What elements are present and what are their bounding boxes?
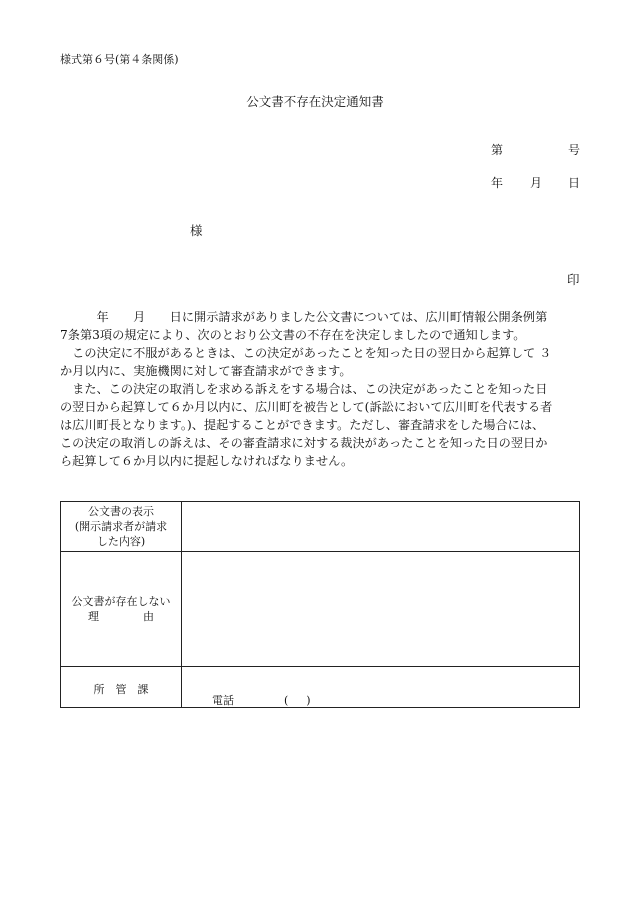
body-line: この決定の取消しの訴えは、その審査請求に対する裁決があったことを知った日の翌日か — [60, 436, 548, 450]
table-row — [61, 552, 580, 667]
table-row — [61, 502, 580, 552]
responsible-section-label: 所 管 課 — [61, 667, 182, 708]
body-line: ら起算して６か月以内に提起しなければなりません。 — [60, 454, 354, 468]
nonexistence-reason-field — [182, 552, 580, 667]
phone-label: 電話 — [212, 694, 234, 707]
date-month: 月 — [530, 176, 543, 190]
phone-paren-open: ( — [284, 694, 289, 707]
reference-number-suffix: 号 — [568, 143, 581, 157]
body-line: 年 月 日に開示請求がありました公文書については、広川町情報公開条例第 — [60, 310, 548, 324]
addressee-honorific: 様 — [190, 223, 203, 238]
body-line: か月以内に、実施機関に対して審査請求ができます。 — [60, 364, 352, 378]
phone-paren-close: ) — [306, 694, 311, 707]
date-day: 日 — [568, 176, 581, 190]
details-table — [60, 501, 580, 708]
document-description-label: 公文書の表示 (開示請求者が請求 した内容) — [61, 502, 182, 552]
body-line: 7条第3項の規定により、次のとおり公文書の不存在を決定しましたので通知します。 — [60, 328, 526, 342]
form-number: 様式第６号(第４条関係) — [60, 53, 179, 66]
nonexistence-reason-label: 公文書が存在しない 理 由 — [61, 552, 182, 667]
document-title: 公文書不存在決定通知書 — [246, 94, 384, 109]
table-row — [61, 667, 580, 708]
date-year: 年 — [491, 176, 504, 190]
phone-line — [212, 692, 311, 708]
seal-mark: 印 — [567, 272, 580, 287]
body-line: この決定に不服があるときは、この決定があったことを知った日の翌日から起算して ３ — [60, 346, 552, 360]
body-line: は広川町長となります。)、提起することができます。ただし、審査請求をした場合には、 — [60, 418, 545, 432]
notice-body — [60, 308, 582, 470]
body-line: の翌日から起算して６か月以内に、広川町を被告として(訴訟において広川町を代表する者 — [60, 400, 553, 414]
body-line: また、この決定の取消しを求める訴えをする場合は、この決定があったことを知った日 — [60, 382, 548, 396]
document-description-field — [182, 502, 580, 552]
responsible-section-field — [182, 667, 580, 708]
reference-number-prefix: 第 — [491, 143, 504, 157]
